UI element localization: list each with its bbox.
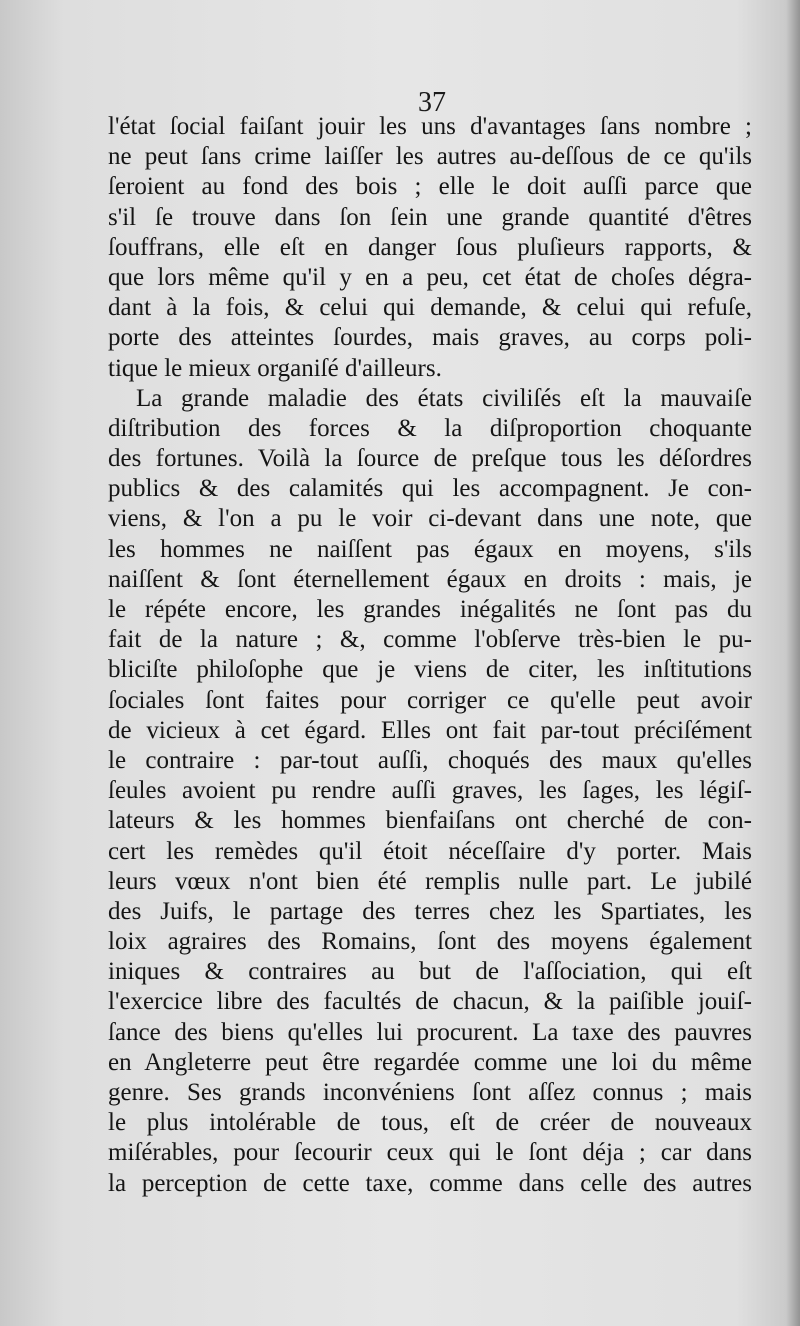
text-line: ſociales ſont faites pour corriger ce qu'elle peut avoir xyxy=(108,686,752,714)
text-line: leurs vœux n'ont bien été remplis nulle part. Le jubilé xyxy=(108,867,752,895)
text-line: la perception de cette taxe, comme dans celle des autres xyxy=(108,1169,752,1197)
text-line: bliciſte philoſophe que je viens de citer, les inſtitutions xyxy=(108,656,752,684)
text-line: miſérables, pour ſecourir ceux qui le ſont déja ; car dans xyxy=(108,1139,752,1167)
text-line: le plus intolérable de tous, eſt de créer de nouveaux xyxy=(108,1109,752,1137)
text-line: des Juifs, le partage des terres chez les Spartiates, les xyxy=(108,897,752,925)
text-line: ſouffrans, elle eſt en danger ſous pluſieurs rapports, & xyxy=(108,233,752,261)
text-line: naiſſent & ſont éternellement égaux en droits : mais, je xyxy=(108,565,752,593)
text-line: loix agraires des Romains, ſont des moyens également xyxy=(108,928,752,956)
text-line: dant à la fois, & celui qui demande, & celui qui refuſe, xyxy=(108,294,752,322)
text-line: publics & des calamités qui les accompagnent. Je con- xyxy=(108,475,752,503)
text-line: iniques & contraires au but de l'aſſociation, qui eſt xyxy=(108,958,752,986)
text-line: ſeroient au fond des bois ; elle le doit auſſi parce que xyxy=(108,173,752,201)
text-line: cert les remèdes qu'il étoit néceſſaire d'y porter. Mais xyxy=(108,837,752,865)
page-number: 37 xyxy=(418,87,446,118)
text-line: le contraire : par-tout auſſi, choqués des maux qu'elles xyxy=(108,746,752,774)
text-line: de vicieux à cet égard. Elles ont fait par-tout préciſément xyxy=(108,716,752,744)
text-line: l'état ſocial faiſant jouir les uns d'avantages ſans nombre ; xyxy=(108,113,752,140)
text-line: ſeules avoient pu rendre auſſi graves, les ſages, les légiſ- xyxy=(108,777,752,805)
body-text xyxy=(108,112,752,1199)
text-line: diſtribution des forces & la diſproportion choquante xyxy=(108,414,752,442)
text-line: lateurs & les hommes bienfaiſans ont cherché de con- xyxy=(108,807,752,835)
text-line: le répéte encore, les grandes inégalités ne ſont pas du xyxy=(108,596,752,623)
text-line: porte des atteintes ſourdes, mais graves, au corps poli- xyxy=(108,324,752,352)
text-line: des fortunes. Voilà la ſource de preſque tous les déſordres xyxy=(108,445,752,473)
text-line: genre. Ses grands inconvéniens ſont aſſez connus ; mais xyxy=(108,1079,752,1106)
text-line: l'exercice libre des facultés de chacun, & la paiſible jouiſ- xyxy=(108,988,752,1016)
text-line: que lors même qu'il y en a peu, cet état de choſes dégra- xyxy=(108,263,752,291)
text-line: La grande maladie des états civiliſés eſt la mauvaiſe xyxy=(136,384,752,412)
text-line: ne peut ſans crime laiſſer les autres au-deſſous de ce qu'ils xyxy=(108,143,752,171)
text-line: ſance des biens qu'elles lui procurent. La taxe des pauvres xyxy=(108,1018,752,1046)
text-line: tique le mieux organiſé d'ailleurs. xyxy=(108,354,442,382)
text-line: en Angleterre peut être regardée comme une loi du même xyxy=(108,1048,752,1076)
text-line: viens, & l'on a pu le voir ci-devant dans une note, que xyxy=(108,505,752,533)
text-line: fait de la nature ; &, comme l'obſerve très-bien le pu- xyxy=(108,626,752,654)
text-line: les hommes ne naiſſent pas égaux en moyens, s'ils xyxy=(108,535,752,563)
text-line: s'il ſe trouve dans ſon ſein une grande quantité d'êtres xyxy=(108,203,752,231)
